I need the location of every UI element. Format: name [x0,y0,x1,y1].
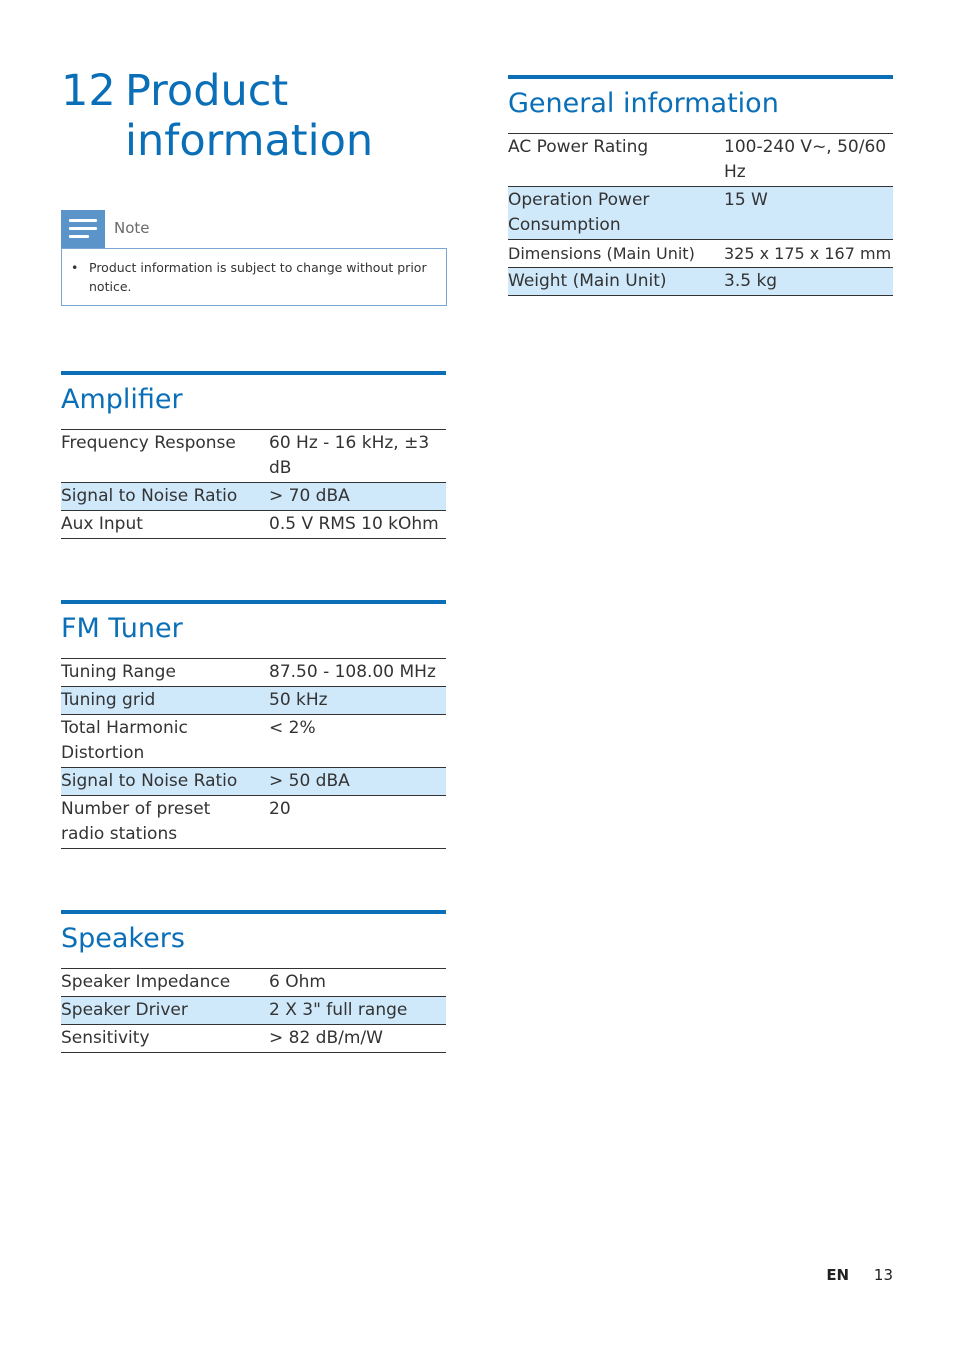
language-label: EN [826,1266,850,1284]
spec-label: Tuning Range [61,662,176,682]
table-row [61,687,446,715]
table-row [61,659,446,687]
table-row [61,768,446,796]
table-row [508,187,893,240]
spec-label: AC Power Rating [508,137,649,157]
table-row [508,240,893,268]
amplifier-table [61,429,446,539]
spec-value: 15 W [724,190,768,210]
spec-value: 6 Ohm [269,972,326,992]
amplifier-section [61,371,446,539]
chapter-number: 12 [61,66,116,116]
table-row [61,969,446,997]
table-row [61,997,446,1025]
spec-value: 20 [269,799,291,819]
fm-tuner-section [61,600,446,849]
spec-value: > 82 dB/m/W [269,1028,383,1048]
spec-label: Frequency Response [61,433,236,453]
chapter-title [61,66,445,166]
table-row [61,1025,446,1053]
spec-label: Speaker Impedance [61,972,231,992]
spec-value: 100-240 V~, 50/60 Hz [724,137,887,182]
table-row [61,796,446,849]
amplifier-title: Amplifier [61,384,183,415]
note-text: Product information is subject to change without prior notice. [89,260,427,294]
note-box [61,210,447,306]
spec-label: Tuning grid [61,690,156,710]
spec-label: Sensitivity [61,1028,150,1048]
spec-value: 3.5 kg [724,271,778,291]
spec-label: Aux Input [61,514,143,534]
note-body [61,248,447,306]
spec-value: < 2% [269,718,316,738]
page-number: 13 [873,1266,893,1284]
spec-value: 87.50 - 108.00 MHz [269,662,436,682]
note-icon [61,210,105,248]
note-label: Note [114,219,150,237]
speakers-section [61,910,446,1053]
chapter-title-text: Product information [125,66,374,166]
spec-value: 50 kHz [269,690,328,710]
spec-label: Weight (Main Unit) [508,271,667,291]
speakers-table [61,968,446,1053]
table-row [61,715,446,768]
spec-label: Speaker Driver [61,1000,188,1020]
table-row [61,511,446,539]
general-title: General information [508,88,779,119]
bullet-icon: • [71,260,79,275]
spec-label: Total Harmonic Distortion [61,718,188,763]
spec-label: Operation Power Consumption [508,190,650,235]
spec-value: > 70 dBA [269,486,350,506]
table-row [61,430,446,483]
table-row [508,134,893,187]
note-header [61,210,447,248]
spec-label: Dimensions (Main Unit) [508,244,695,263]
table-row [61,483,446,511]
spec-value: > 50 dBA [269,771,350,791]
spec-value: 2 X 3" full range [269,1000,408,1020]
fm-tuner-title: FM Tuner [61,613,183,644]
spec-label: Number of preset radio stations [61,799,211,844]
spec-label: Signal to Noise Ratio [61,771,238,791]
general-table [508,133,893,296]
spec-label: Signal to Noise Ratio [61,486,238,506]
speakers-title: Speakers [61,923,185,954]
page-footer [826,1266,893,1284]
table-row [508,268,893,296]
spec-value: 325 x 175 x 167 mm [724,244,892,263]
spec-value: 60 Hz - 16 kHz, ±3 dB [269,433,430,478]
general-section [508,75,893,296]
spec-value: 0.5 V RMS 10 kOhm [269,514,439,534]
fm-tuner-table [61,658,446,849]
